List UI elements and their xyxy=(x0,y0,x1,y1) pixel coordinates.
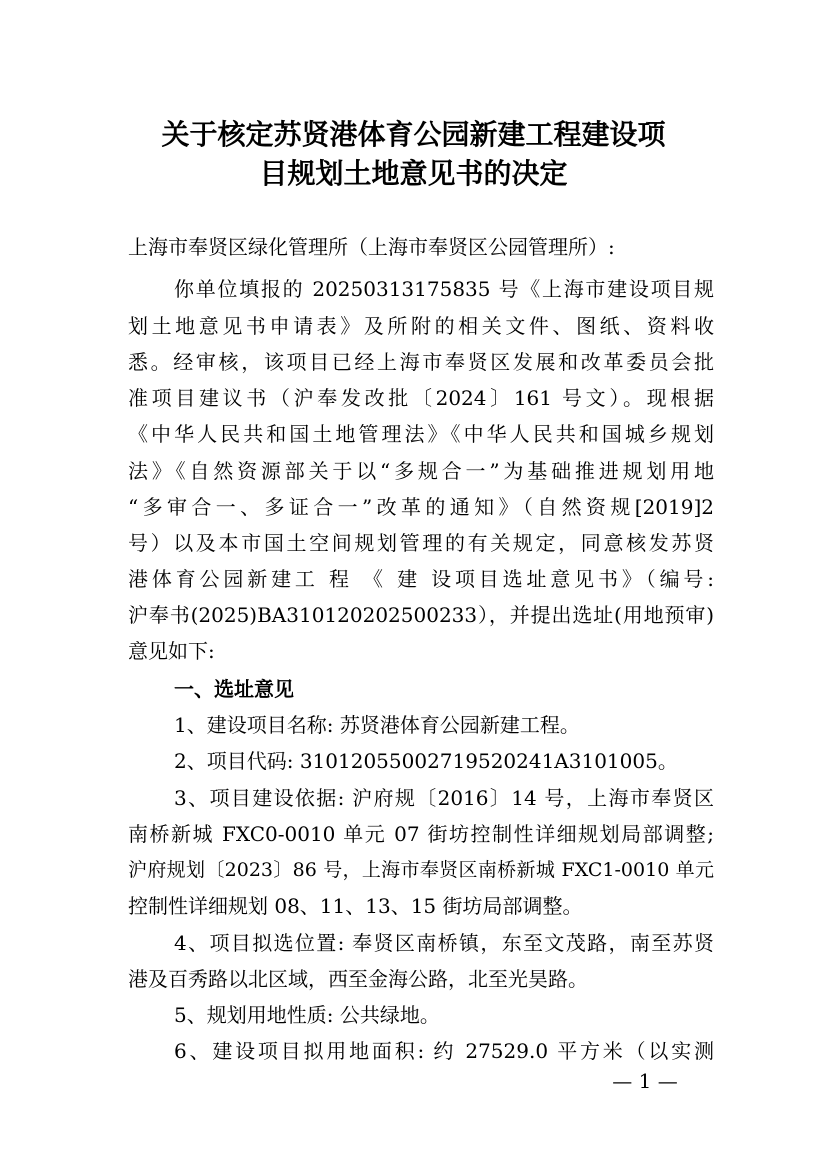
body-line: “多审合一、多证合一”改革的通知》（自然资规[2019]2 xyxy=(128,495,714,519)
page-number: — 1 — xyxy=(612,1069,678,1093)
item-line: 1、建设项目名称: 苏贤港体育公园新建工程。 xyxy=(174,713,580,737)
body-line: 法》《自然资源部关于以“多规合一”为基础推进规划用地 xyxy=(128,459,714,483)
body-line: 意见如下: xyxy=(128,639,215,663)
item-line: 3、项目建设依据: 沪府规〔2016〕14 号，上海市奉贤区 xyxy=(174,786,714,810)
item-line: 6、建设项目拟用地面积: 约 27529.0 平方米（以实测 xyxy=(174,1039,714,1063)
body-line: 港体育公园新建工 程 《 建 设项目选址意见书》（编号: xyxy=(128,567,714,591)
item-line: 沪府规划〔2023〕86 号，上海市奉贤区南桥新城 FXC1-0010 单元 xyxy=(128,859,714,881)
item-line: 港及百秀路以北区域，西至金海公路，北至光昊路。 xyxy=(128,967,588,991)
item-line: 2、项目代码: 31012055002719520241A3101005。 xyxy=(174,749,678,773)
addressee: 上海市奉贤区绿化管理所（上海市奉贤区公园管理所）: xyxy=(128,235,615,259)
body-line: 《中华人民共和国土地管理法》《中华人民共和国城乡规划 xyxy=(128,422,714,446)
body-line: 沪奉书(2025)BA310120202500233），并提出选址(用地预审) xyxy=(128,603,714,627)
item-line: 南桥新城 FXC0-0010 单元 07 街坊控制性详细规划局部调整; xyxy=(128,822,714,846)
item-line: 控制性详细规划 08、11、13、15 街坊局部调整。 xyxy=(128,894,583,918)
body-line: 准项目建议书（沪奉发改批〔2024〕161 号文）。现根据 xyxy=(128,386,714,410)
body-line: 悉。经审核，该项目已经上海市奉贤区发展和改革委员会批 xyxy=(128,350,714,374)
body-line: 划土地意见书申请表》及所附的相关文件、图纸、资料收 xyxy=(128,314,714,338)
body-line: 你单位填报的 20250313175835 号《上海市建设项目规 xyxy=(174,277,714,301)
document-title-line-2: 目规划土地意见书的决定 xyxy=(259,157,568,190)
document-title-line-1: 关于核定苏贤港体育公园新建工程建设项 xyxy=(161,118,666,151)
item-line: 4、项目拟选位置: 奉贤区南桥镇，东至文茂路，南至苏贤 xyxy=(174,931,714,955)
item-line: 5、规划用地性质: 公共绿地。 xyxy=(174,1003,440,1027)
section-heading: 一、选址意见 xyxy=(174,677,294,701)
body-line: 号）以及本市国土空间规划管理的有关规定，同意核发苏贤 xyxy=(128,531,714,555)
